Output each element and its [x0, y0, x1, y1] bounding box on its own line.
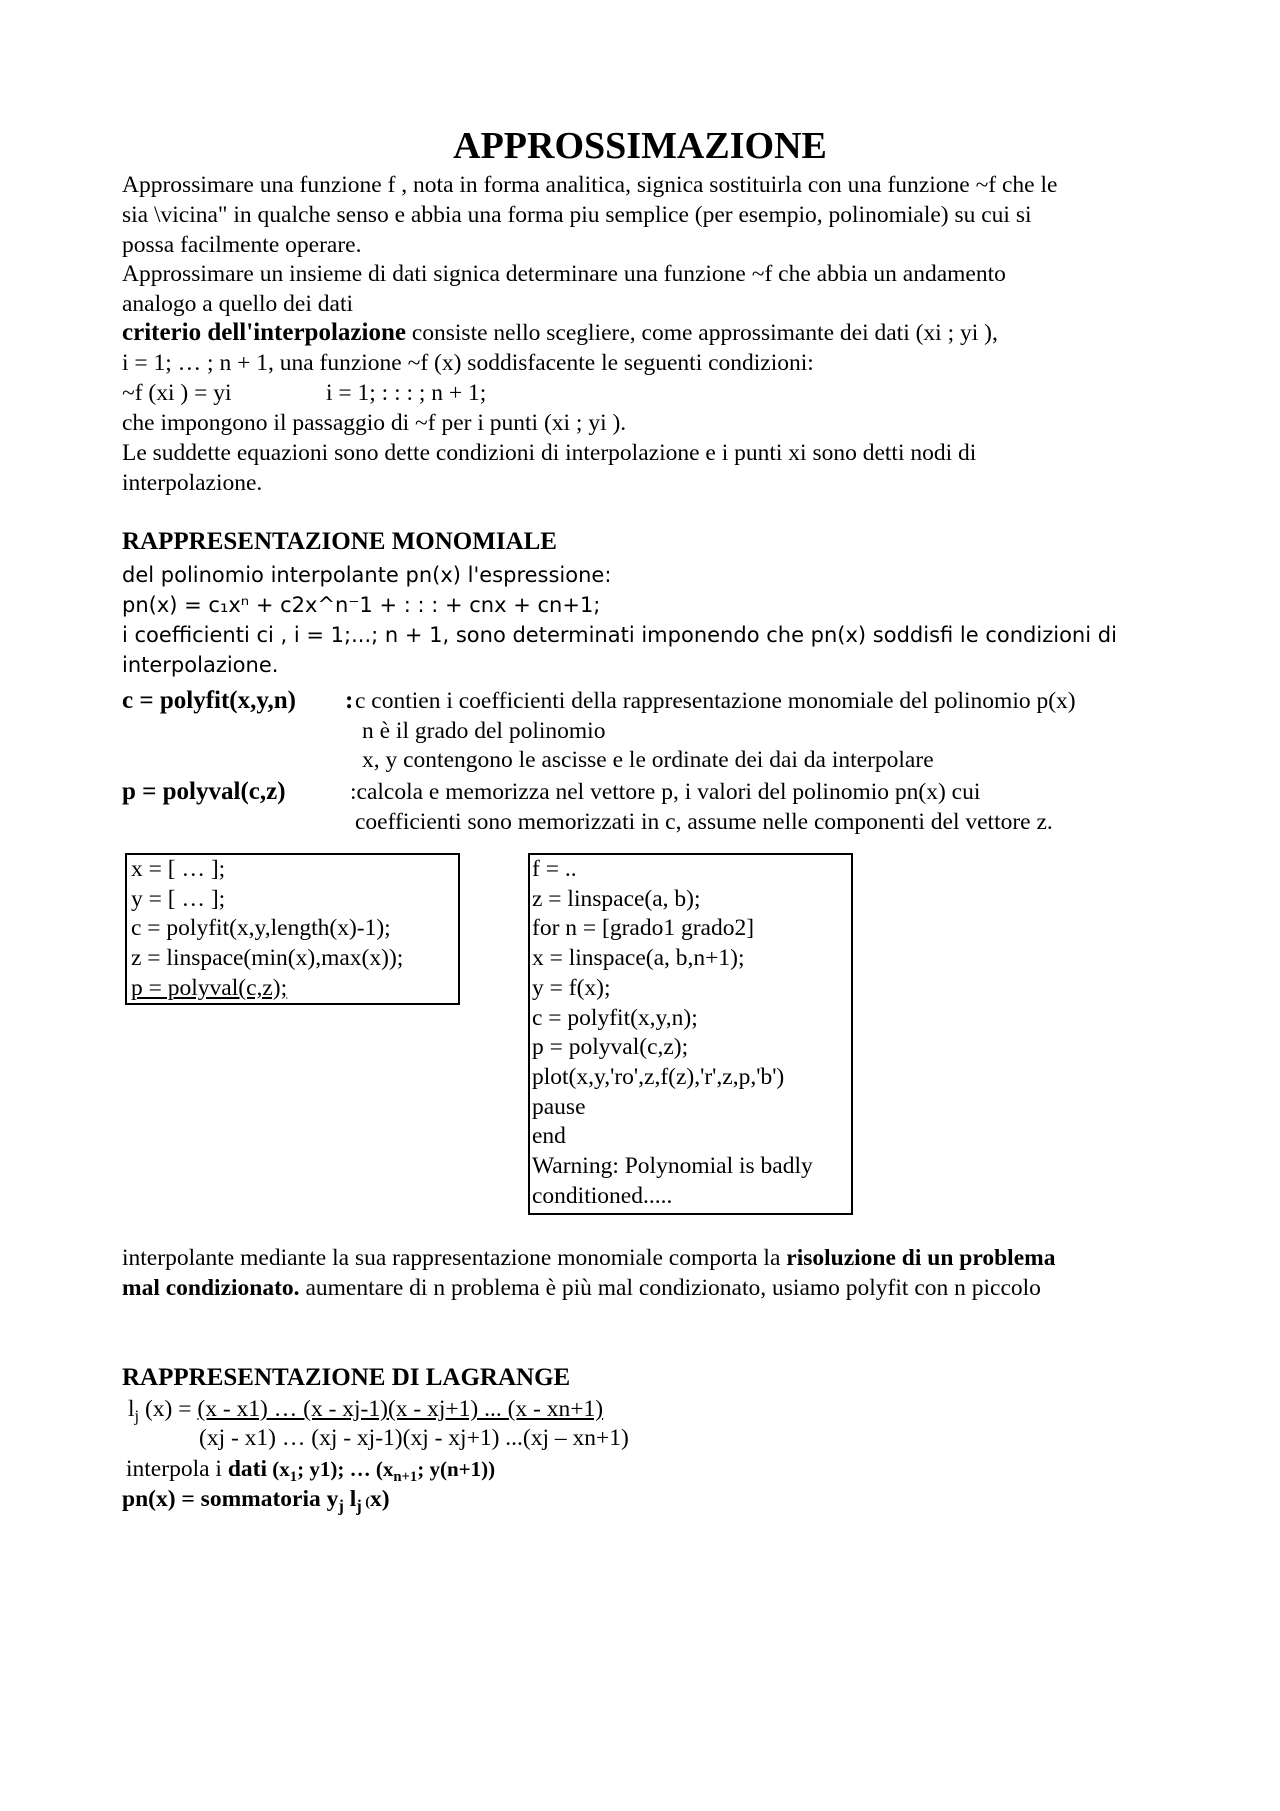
monomiale-line-3: i coefficienti ci , i = 1;...; n + 1, sono determinati imponendo che pn(x) soddisfi le condizioni di [122, 623, 1117, 647]
monomiale-line-1: del polinomio interpolante pn(x) l'espressione: [122, 563, 612, 587]
lagrange-denominator: (xj - x1) … (xj - xj-1)(xj - xj+1) ...(xj – xn+1) [199, 1425, 629, 1451]
code-line: c = polyfit(x,y,n); [532, 1004, 698, 1031]
monomiale-line-4: interpolazione. [122, 653, 279, 677]
code-line: c = polyfit(x,y,length(x)-1); [131, 915, 391, 942]
polyfit-colon: : [345, 687, 354, 714]
monomiale-heading: RAPPRESENTAZIONE MONOMIALE [122, 528, 557, 555]
code-line: end [532, 1123, 566, 1150]
polyfit-desc-2: n è il grado del polinomio [362, 718, 606, 744]
lj-symbol: l [128, 1396, 135, 1422]
intro-line-5: analogo a quello dei dati [122, 291, 354, 317]
code-box-right [528, 853, 853, 1215]
sum-sub-2: j [356, 1496, 362, 1516]
lagrange-numerator: (x - x1) … (x - xj-1)(x - xj+1) ... (x - xn+1) [197, 1396, 604, 1422]
intro-condition-right: i = 1; : : : ; n + 1; [326, 380, 487, 406]
lagrange-heading: RAPPRESENTAZIONE DI LAGRANGE [122, 1364, 571, 1391]
page-title: APPROSSIMAZIONE [453, 125, 827, 167]
polyval-desc-2: coefficienti sono memorizzati in c, assume nelle componenti del vettore z. [355, 809, 1053, 835]
monomiale-formula: pn(x) = c₁xⁿ + c2x^n⁻1 + : : : + cnx + cn+1; [122, 593, 601, 617]
polyval-label: p = polyval(c,z) [122, 778, 286, 805]
code-line: z = linspace(min(x),max(x)); [131, 945, 404, 972]
interp-points-c: ; y(n+1)) [417, 1457, 496, 1481]
polyfit-desc-1: c contien i coefficienti della rappresentazione monomiale del polinomio p(x) [355, 688, 1076, 714]
interp-sub-1: 1 [289, 1469, 298, 1486]
polyfit-label: c = polyfit(x,y,n) [122, 687, 296, 714]
sum-x: x) [369, 1486, 390, 1512]
conclusion-line-1 [122, 1243, 1055, 1273]
interp-dati: dati [227, 1456, 267, 1482]
intro-line-4: Approssimare un insieme di dati signica determinare una funzione ~f che abbia un andamento [122, 261, 1006, 287]
conclusion-emphasis: risoluzione di un problema [786, 1245, 1056, 1271]
intro-line-1: Approssimare una funzione f , nota in forma analitica, signica sostituirla con una funzione ~f che le [122, 172, 1058, 198]
code-line: conditioned..... [532, 1182, 673, 1209]
conclusion-text-2: aumentare di n problema è più mal condizionato, usiamo polyfit con n piccolo [299, 1275, 1041, 1301]
lagrange-sum-line [122, 1484, 390, 1522]
intro-line-9: che impongono il passaggio di ~f per i punti (xi ; yi ). [122, 410, 627, 436]
sum-text: pn(x) = sommatoria y [122, 1486, 339, 1512]
intro-line-3: possa facilmente operare. [122, 232, 362, 258]
polyval-desc-1: :calcola e memorizza nel vettore p, i valori del polinomio pn(x) cui [350, 779, 981, 805]
criterio-line [122, 318, 998, 348]
code-line: p = polyval(c,z); [532, 1034, 689, 1061]
interp-points-b: ; y1); … (x [297, 1457, 394, 1481]
sum-paren: ( [361, 1495, 370, 1510]
criterio-term: criterio dell'interpolazione [122, 319, 406, 346]
conclusion-line-2 [122, 1273, 1041, 1303]
code-line: pause [532, 1093, 586, 1120]
lj-subscript: j [134, 1406, 140, 1426]
intro-line-2: sia \vicina" in qualche senso e abbia una forma piu semplice (per esempio, polinomiale) su cui si [122, 202, 1032, 228]
code-line: p = polyval(c,z); [131, 974, 288, 1001]
code-line: y = f(x); [532, 974, 611, 1001]
code-line: x = linspace(a, b,n+1); [532, 945, 745, 972]
criterio-text: consiste nello scegliere, come approssimante dei dati (xi ; yi ), [405, 320, 998, 346]
interp-text: interpola i [126, 1456, 228, 1482]
code-line: y = [ … ]; [131, 885, 226, 912]
code-line: f = .. [532, 856, 577, 882]
conclusion-text: interpolante mediante la sua rappresentazione monomiale comporta la [122, 1245, 787, 1271]
code-line: z = linspace(a, b); [532, 885, 701, 912]
interp-points-a: (x [267, 1457, 290, 1481]
lj-equals: (x) = [139, 1396, 198, 1422]
intro-line-10: Le suddette equazioni sono dette condizioni di interpolazione e i punti xi sono detti nodi di [122, 440, 977, 466]
polyfit-desc-3: x, y contengono le ascisse e le ordinate dei dai da interpolare [362, 747, 934, 773]
intro-line-7: i = 1; … ; n + 1, una funzione ~f (x) soddisfacente le seguenti condizioni: [122, 350, 814, 376]
code-line: x = [ … ]; [131, 856, 226, 882]
code-line: plot(x,y,'ro',z,f(z),'r',z,p,'b') [532, 1063, 785, 1090]
intro-line-11: interpolazione. [122, 470, 263, 496]
sum-sub-1: j [338, 1496, 344, 1516]
sum-l: l [343, 1486, 357, 1512]
code-box-left [125, 853, 460, 1005]
intro-condition-left: ~f (xi ) = yi [122, 380, 232, 406]
interp-sub-n: n+1 [393, 1469, 418, 1486]
conclusion-emphasis-2: mal condizionato. [122, 1275, 300, 1301]
code-line: for n = [grado1 grado2] [532, 915, 755, 942]
code-line: Warning: Polynomial is badly [532, 1153, 813, 1180]
